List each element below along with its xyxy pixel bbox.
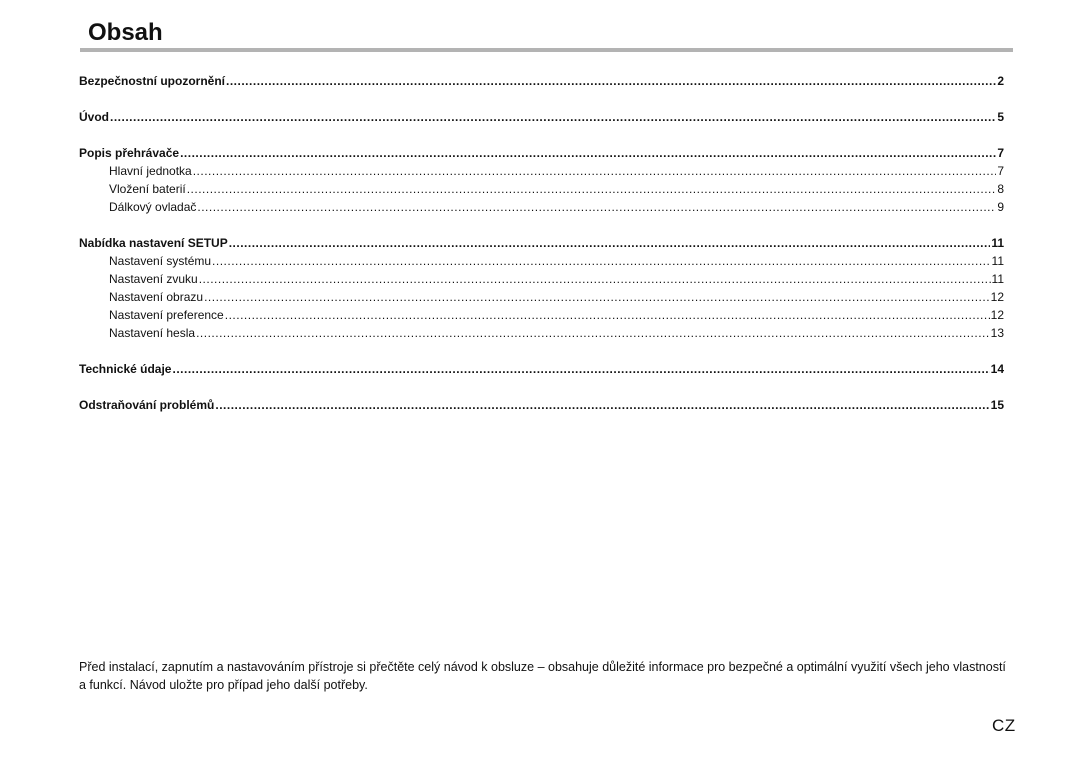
toc-dot-leader	[212, 252, 990, 270]
title-divider	[80, 48, 1013, 52]
toc-section-label: Technické údaje	[79, 362, 172, 376]
toc-subsection[interactable]	[79, 324, 1004, 342]
toc-section-label: Bezpečnostní upozornění	[79, 74, 226, 88]
toc-page-number: 11	[991, 236, 1004, 250]
toc-page-number: 14	[990, 362, 1004, 376]
language-code: CZ	[992, 716, 1016, 735]
toc-subsection[interactable]	[79, 180, 1004, 198]
toc-subsection-label: Dálkový ovladač	[109, 200, 197, 214]
toc-subsection-label: Nastavení hesla	[109, 326, 196, 340]
toc-subsection-label: Vložení baterií	[109, 182, 186, 196]
toc-page-number: 2	[997, 74, 1004, 88]
page-title: Obsah	[88, 19, 163, 46]
toc-dot-leader	[226, 72, 996, 90]
toc-dot-leader	[196, 324, 990, 342]
toc-page-number: 12	[990, 308, 1004, 322]
toc-subsection-label: Nastavení preference	[109, 308, 224, 322]
toc-dot-leader	[229, 234, 991, 252]
toc-page-number: 9	[997, 200, 1004, 214]
toc-page-number: 7	[997, 164, 1004, 178]
toc-dot-leader	[193, 162, 997, 180]
toc-dot-leader	[199, 270, 991, 288]
toc-subsection-label: Hlavní jednotka	[109, 164, 192, 178]
toc-page-number: 7	[997, 146, 1004, 160]
table-of-contents	[79, 72, 1004, 414]
toc-subsection[interactable]	[79, 252, 1004, 270]
toc-subsection-label: Nastavení obrazu	[109, 290, 204, 304]
toc-section[interactable]	[79, 72, 1004, 90]
toc-dot-leader	[215, 396, 989, 414]
toc-section-label: Úvod	[79, 110, 109, 124]
toc-section[interactable]	[79, 234, 1004, 252]
toc-dot-leader	[172, 360, 989, 378]
toc-dot-leader	[187, 180, 997, 198]
toc-page-number: 5	[997, 110, 1004, 124]
toc-page-number: 15	[990, 398, 1004, 412]
toc-dot-leader	[197, 198, 996, 216]
toc-subsection[interactable]	[79, 306, 1004, 324]
toc-subsection-label: Nastavení systému	[109, 254, 212, 268]
toc-subsection[interactable]	[79, 288, 1004, 306]
toc-page-number: 11	[991, 254, 1004, 268]
toc-page-number: 12	[990, 290, 1004, 304]
toc-dot-leader	[110, 108, 996, 126]
toc-dot-leader	[180, 144, 996, 162]
toc-section[interactable]	[79, 396, 1004, 414]
toc-section[interactable]	[79, 108, 1004, 126]
toc-page-number: 11	[991, 272, 1004, 286]
toc-page-number: 13	[990, 326, 1004, 340]
toc-section-label: Odstraňování problémů	[79, 398, 215, 412]
toc-subsection[interactable]	[79, 270, 1004, 288]
safety-note: Před instalací, zapnutím a nastavováním přístroje si přečtěte celý návod k obsluze – obsahuje důležité informace pro bezpečné a optimální využití všech jeho vlastností a funkcí. Návod uložte pro případ jeho další potřeby.	[79, 660, 1006, 692]
toc-section-label: Nabídka nastavení SETUP	[79, 236, 228, 250]
toc-section[interactable]	[79, 360, 1004, 378]
toc-section[interactable]	[79, 144, 1004, 162]
toc-section-label: Popis přehrávače	[79, 146, 180, 160]
toc-subsection[interactable]	[79, 198, 1004, 216]
toc-page-number: 8	[997, 182, 1004, 196]
toc-dot-leader	[204, 288, 990, 306]
toc-subsection-label: Nastavení zvuku	[109, 272, 198, 286]
toc-dot-leader	[225, 306, 990, 324]
toc-subsection[interactable]	[79, 162, 1004, 180]
